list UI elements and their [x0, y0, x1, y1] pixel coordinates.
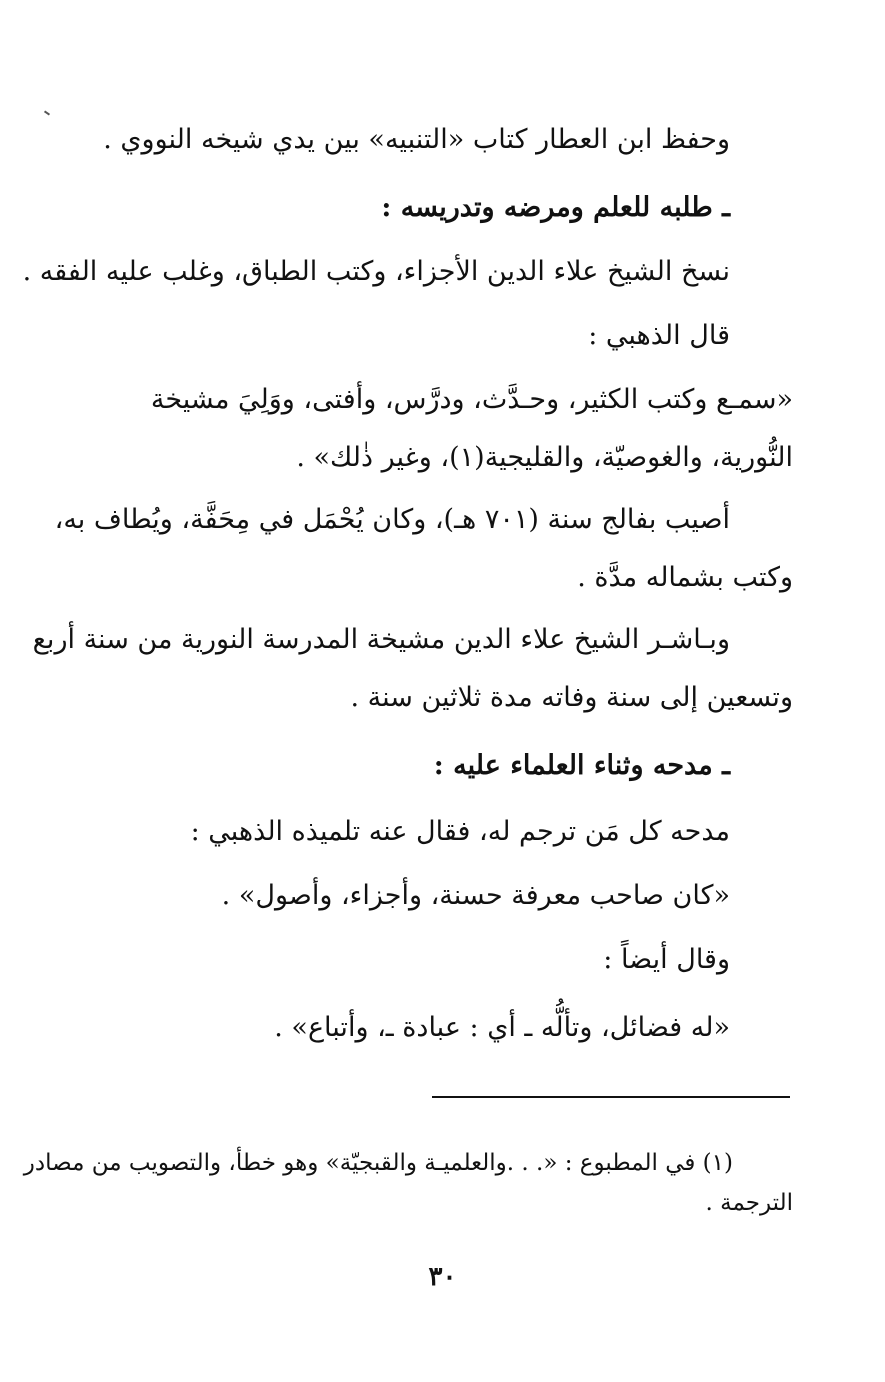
stray-ink-mark: [44, 110, 50, 115]
text-line: وتسعين إلى سنة وفاته مدة ثلاثين سنة .: [350, 682, 793, 713]
text-line: قال الذهبي :: [588, 320, 730, 351]
section-heading: ـ مدحه وثناء العلماء عليه :: [433, 750, 730, 781]
footnote-separator: [432, 1096, 790, 1098]
quote-line: النُّورية، والغوصيّة، والقليجية(١)، وغير ذٰلك» .: [296, 442, 793, 473]
quote-line: «كان صاحب معرفة حسنة، وأجزاء، وأصول» .: [221, 880, 730, 911]
text-line: وكتب بشماله مدَّة .: [577, 562, 793, 593]
footnote-line: الترجمة .: [705, 1190, 793, 1216]
section-heading: ـ طلبه للعلم ومرضه وتدريسه :: [381, 192, 730, 223]
text-line: أصيب بفالج سنة (٧٠١ هـ)، وكان يُحْمَل في مِحَفَّة، ويُطاف به،: [54, 504, 730, 535]
page-number: ٣٠: [428, 1262, 457, 1292]
text-line: نسخ الشيخ علاء الدين الأجزاء، وكتب الطباق، وغلب عليه الفقه .: [22, 256, 730, 287]
quote-line: «سمـع وكتب الكثير، وحـدَّث، ودرَّس، وأفتى، ووَلِيَ مشيخة: [150, 384, 793, 415]
quote-line: «له فضائل، وتألُّه ـ أي : عبادة ـ، وأتباع» .: [274, 1012, 730, 1043]
footnote-line: (١) في المطبوع : «. . .والعلميـة والقبجيّة» وهو خطأ، والتصويب من مصادر: [23, 1150, 733, 1176]
text-line: وحفظ ابن العطار كتاب «التنبيه» بين يدي شيخه النووي .: [103, 124, 730, 155]
text-line: مدحه كل مَن ترجم له، فقال عنه تلميذه الذهبي :: [190, 816, 730, 847]
text-line: وقال أيضاً :: [603, 944, 730, 975]
text-line: وبـاشـر الشيخ علاء الدين مشيخة المدرسة النورية من سنة أربع: [32, 624, 730, 655]
